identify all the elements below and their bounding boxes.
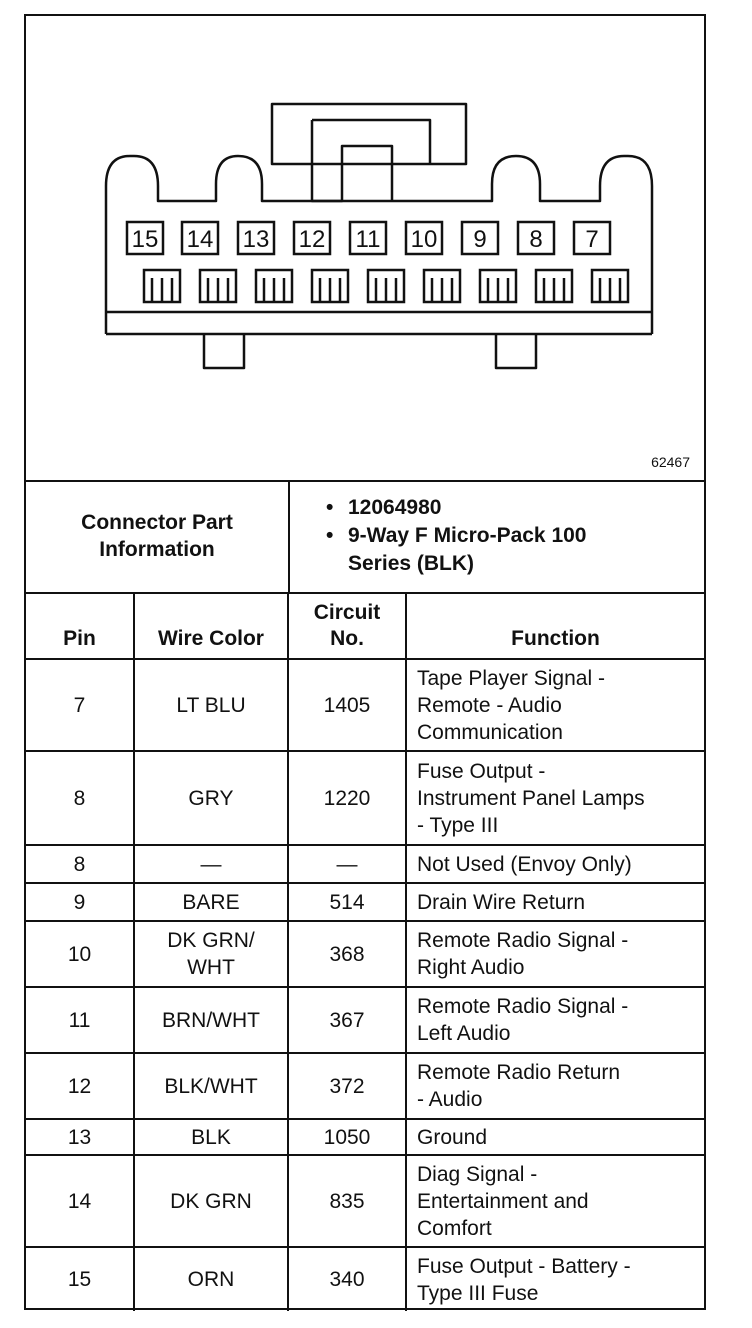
function-cell: [406, 1247, 704, 1311]
function-line: Diag Signal -: [417, 1162, 538, 1186]
connector-description-cont: Series (BLK): [348, 552, 475, 575]
function-line: Drain Wire Return: [417, 890, 586, 914]
pin-cell: 14: [26, 1155, 134, 1247]
table-row: [26, 751, 704, 845]
connector-info-label: [26, 480, 290, 592]
pin-label: 11: [355, 226, 381, 253]
wire-color-line: WHT: [187, 956, 235, 979]
function-line: Right Audio: [417, 956, 525, 979]
function-line: - Audio: [417, 1088, 483, 1111]
function-cell: [406, 751, 704, 845]
wire-color-line: DK GRN: [170, 1189, 252, 1213]
circuit-cell: 368: [288, 921, 406, 987]
wire-color-cell: [134, 659, 288, 751]
function-line: Remote Radio Return: [417, 1061, 621, 1084]
wire-color-cell: [134, 987, 288, 1053]
header-function: Function: [406, 593, 704, 659]
circuit-cell: 372: [288, 1053, 406, 1119]
header-circuit: [288, 593, 406, 659]
connector-info-list: [326, 494, 696, 578]
table-row: [26, 1053, 704, 1119]
figure-id: 62467: [651, 454, 690, 470]
circuit-cell: 1405: [288, 659, 406, 751]
wire-color-line: DK GRN/: [167, 929, 255, 952]
table-row: [26, 987, 704, 1053]
pin-cell: 8: [26, 845, 134, 883]
wire-color-cell: [134, 1053, 288, 1119]
terminal-cavities: [144, 270, 628, 302]
header-wire-color: Wire Color: [134, 593, 288, 659]
latch-slot: [312, 120, 392, 201]
function-line: Fuse Output -: [417, 759, 546, 783]
circuit-cell: 1220: [288, 751, 406, 845]
table-row: [26, 1155, 704, 1247]
pin-cell: 15: [26, 1247, 134, 1311]
function-line: Communication: [417, 720, 563, 744]
pin-cell: 8: [26, 751, 134, 845]
circuit-cell: 367: [288, 987, 406, 1053]
pin-label: 13: [242, 226, 270, 253]
function-cell: [406, 1119, 704, 1155]
function-cell: [406, 987, 704, 1053]
circuit-cell: 514: [288, 883, 406, 921]
wire-color-line: BLK: [191, 1125, 231, 1149]
table-row: [26, 921, 704, 987]
wire-color-line: ORN: [187, 1268, 235, 1291]
wire-color-cell: [134, 1119, 288, 1155]
pin-label: 8: [529, 226, 543, 253]
function-cell: [406, 1155, 704, 1247]
pin-label: 12: [298, 226, 326, 253]
function-line: - Type III: [417, 813, 499, 837]
connector-document: [24, 14, 706, 1310]
connector-drawing: [26, 16, 704, 480]
function-line: Instrument Panel Lamps: [417, 786, 645, 810]
wire-color-cell: [134, 883, 288, 921]
function-line: Remote Radio Signal -: [417, 995, 629, 1018]
pin-label: 14: [186, 226, 214, 253]
latch-outer: [272, 104, 466, 164]
wire-color-line: BRN/WHT: [162, 1008, 260, 1032]
pin-label: 10: [410, 226, 438, 253]
function-line: Type III Fuse: [417, 1281, 539, 1305]
function-cell: [406, 1053, 704, 1119]
wire-color-line: —: [200, 852, 222, 876]
circuit-cell: —: [288, 845, 406, 883]
wire-color-line: BLK/WHT: [164, 1074, 258, 1098]
pin-label: 9: [473, 226, 487, 253]
function-line: Left Audio: [417, 1022, 511, 1045]
wire-color-cell: [134, 921, 288, 987]
function-line: Entertainment and: [417, 1189, 589, 1213]
table-row: [26, 659, 704, 751]
table-row: [26, 1119, 704, 1155]
function-cell: [406, 845, 704, 883]
pin-table: [26, 592, 704, 1311]
function-line: Tape Player Signal -: [417, 666, 605, 690]
function-line: Remote - Audio: [417, 693, 562, 717]
pin-cell: 11: [26, 987, 134, 1053]
table-row: [26, 1247, 704, 1311]
function-cell: [406, 659, 704, 751]
circuit-cell: 1050: [288, 1119, 406, 1155]
table-row: [26, 845, 704, 883]
header-pin: Pin: [26, 593, 134, 659]
pin-label: 15: [131, 226, 159, 253]
header-circuit-line: No.: [330, 627, 364, 650]
function-line: Remote Radio Signal -: [417, 929, 629, 952]
foot-left: [204, 334, 244, 368]
latch-inner: [312, 120, 430, 164]
connector-info: [26, 480, 704, 594]
pin-cell: 10: [26, 921, 134, 987]
wire-color-cell: [134, 751, 288, 845]
wire-color-line: GRY: [188, 786, 234, 810]
pin-label: 7: [585, 226, 599, 253]
header-circuit-line: Circuit: [313, 601, 381, 624]
connector-description: • 9-Way F Micro-Pack 100: [326, 522, 696, 550]
function-line: Ground: [417, 1125, 488, 1149]
function-line: Not Used (Envoy Only): [417, 852, 632, 876]
info-label-line: Information: [99, 538, 215, 561]
function-cell: [406, 921, 704, 987]
wire-color-cell: [134, 1247, 288, 1311]
pin-cell: 9: [26, 883, 134, 921]
info-label-line: Connector Part: [81, 511, 233, 534]
foot-right: [496, 334, 536, 368]
table-row: [26, 883, 704, 921]
connector-diagram: [26, 16, 704, 482]
circuit-cell: 835: [288, 1155, 406, 1247]
pin-cell: 12: [26, 1053, 134, 1119]
circuit-cell: 340: [288, 1247, 406, 1311]
wire-color-line: LT BLU: [176, 693, 246, 717]
wire-color-cell: [134, 845, 288, 883]
wire-color-cell: [134, 1155, 288, 1247]
pin-cell: 13: [26, 1119, 134, 1155]
wire-color-line: BARE: [182, 890, 240, 914]
function-line: Comfort: [417, 1216, 492, 1240]
function-line: Fuse Output - Battery -: [417, 1254, 631, 1278]
part-number: • 12064980: [326, 494, 696, 522]
function-cell: [406, 883, 704, 921]
pin-cell: 7: [26, 659, 134, 751]
